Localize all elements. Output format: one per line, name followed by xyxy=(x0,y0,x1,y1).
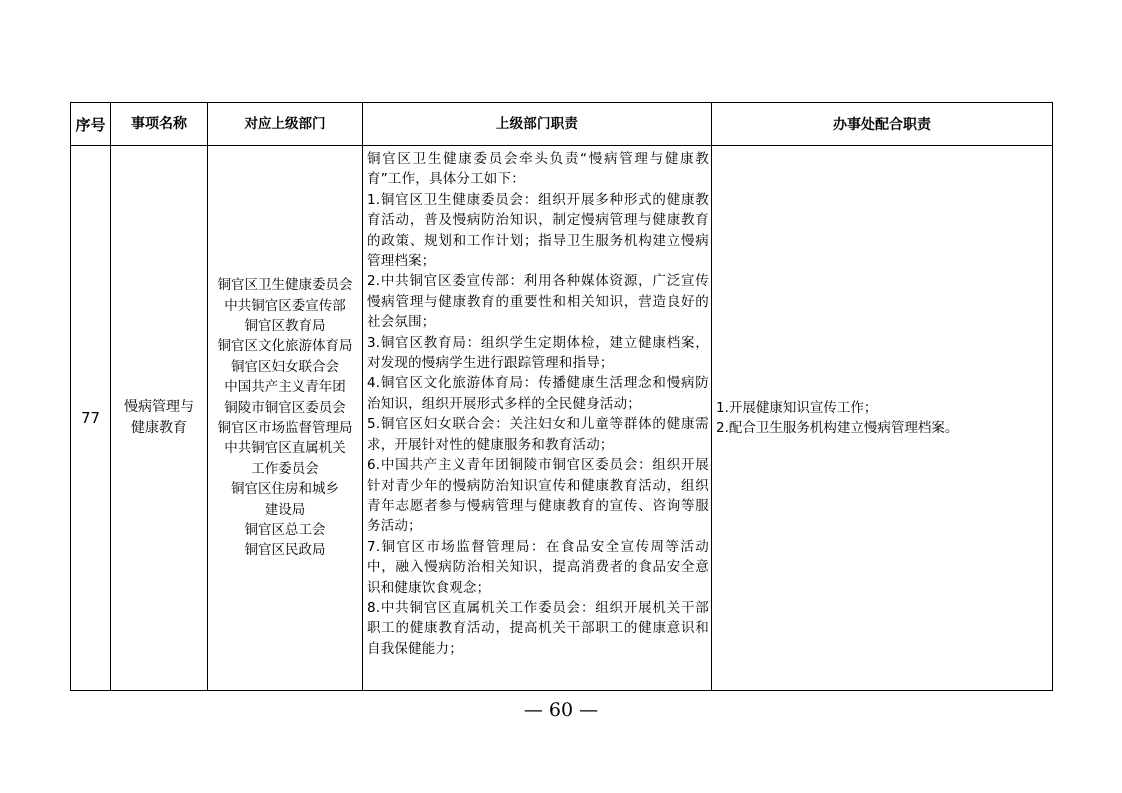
department-line: 铜官区卫生健康委员会 xyxy=(217,277,353,294)
page-number: — 60 — xyxy=(523,699,599,721)
duty-paragraph: 8.中共铜官区直属机关工作委员会：组织开展机关干部职工的健康教育活动，提高机关干部职工的健康意识和自我保健能力； xyxy=(367,599,709,657)
item-name-line: 健康教育 xyxy=(131,420,187,436)
department-line: 铜官区文化旅游体育局 xyxy=(217,338,353,355)
department-line: 中共铜官区直属机关 xyxy=(224,440,346,457)
office-duty-cell xyxy=(712,146,1053,691)
table-row xyxy=(71,146,1053,691)
header-no: 序号 xyxy=(71,103,111,146)
header-office-duty: 办事处配合职责 xyxy=(712,103,1053,146)
duty-paragraph: 2.中共铜官区委宣传部：利用各种媒体资源，广泛宣传慢病管理与健康教育的重要性和相关知识，营造良好的社会氛围； xyxy=(367,273,709,331)
header-item-name: 事项名称 xyxy=(111,103,208,146)
department-line: 铜官区妇女联合会 xyxy=(231,358,339,375)
superior-duty-cell xyxy=(363,146,712,691)
item-name-line: 慢病管理与 xyxy=(124,399,194,415)
department-line: 铜官区住房和城乡 xyxy=(231,481,339,498)
department-line: 中共铜官区委宣传部 xyxy=(224,297,346,314)
department-cell xyxy=(208,146,363,691)
department-line: 铜官区市场监督管理局 xyxy=(217,420,353,436)
header-department: 对应上级部门 xyxy=(208,103,363,146)
department-line: 中国共产主义青年团 xyxy=(224,379,346,396)
department-line: 铜陵市铜官区委员会 xyxy=(224,399,346,416)
office-duty-line: 2.配合卫生服务机构建立慢病管理档案。 xyxy=(716,420,959,436)
header-superior-duty: 上级部门职责 xyxy=(363,103,712,146)
duty-paragraph: 6.中国共产主义青年团铜陵市铜官区委员会：组织开展针对青少年的慢病防治知识宣传和健康教育活动，组织青年志愿者参与慢病管理与健康教育的宣传、咨询等服务活动； xyxy=(367,457,709,535)
department-line: 铜官区民政局 xyxy=(244,542,326,559)
duty-paragraph: 4.铜官区文化旅游体育局：传播健康生活理念和慢病防治知识，组织开展形式多样的全民健身活动； xyxy=(367,375,709,412)
table-header-row xyxy=(71,103,1053,146)
office-duty-line: 1.开展健康知识宣传工作； xyxy=(716,399,878,416)
duty-paragraph: 7.铜官区市场监督管理局：在食品安全宣传周等活动中，融入慢病防治相关知识，提高消费者的食品安全意识和健康饮食观念； xyxy=(367,538,709,596)
duty-paragraph: 5.铜官区妇女联合会：关注妇女和儿童等群体的健康需求，开展针对性的健康服务和教育活动； xyxy=(367,416,709,453)
department-line: 铜官区教育局 xyxy=(244,317,326,334)
duty-paragraph: 铜官区卫生健康委员会牵头负责“慢病管理与健康教育”工作，具体分工如下： xyxy=(367,151,709,188)
department-line: 铜官区总工会 xyxy=(244,522,326,539)
responsibility-table xyxy=(70,102,1053,691)
duty-paragraph: 3.铜官区教育局：组织学生定期体检，建立健康档案，对发现的慢病学生进行跟踪管理和指导； xyxy=(367,334,709,372)
row-number: 77 xyxy=(71,146,111,691)
item-name-cell xyxy=(111,146,208,691)
department-line: 工作委员会 xyxy=(251,460,319,477)
department-line: 建设局 xyxy=(264,501,306,518)
duty-paragraph: 1.铜官区卫生健康委员会：组织开展多种形式的健康教育活动，普及慢病防治知识，制定慢病管理与健康教育的政策、规划和工作计划；指导卫生服务机构建立慢病管理档案； xyxy=(367,191,709,270)
